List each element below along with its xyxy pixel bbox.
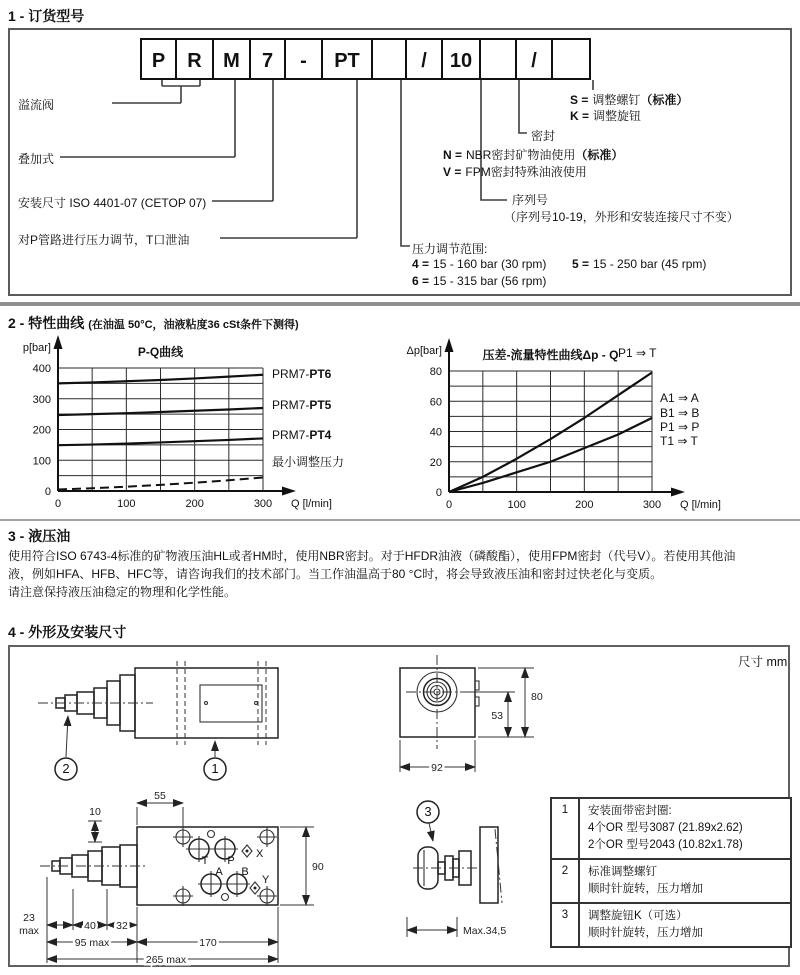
svg-text:100: 100 [507, 499, 526, 511]
svg-text:压差-流量特性曲线Δp - Q: 压差-流量特性曲线Δp - Q [482, 348, 619, 362]
table-row [552, 902, 790, 946]
serial-title: 序列号 [512, 193, 549, 207]
callout-3: 3 [424, 804, 432, 819]
svg-text:0: 0 [54, 498, 62, 510]
dim-max-34-5: Max.34,5 [463, 925, 507, 937]
callout-2: 2 [62, 761, 70, 776]
svg-text:300: 300 [253, 498, 273, 510]
valve-end-view [400, 655, 543, 774]
code-cell-11: / [515, 38, 553, 80]
code-cell-10 [479, 38, 517, 80]
legend-p1-p: P1 ⇒ P [660, 420, 700, 434]
label-valve-type: 溢流阀 [18, 98, 55, 112]
svg-text:60: 60 [429, 396, 442, 409]
section2-heading [8, 313, 299, 333]
curve-label-min-pressure: 最小调整压力 [272, 455, 345, 469]
section1-heading: 1 - 订货型号 [8, 8, 85, 24]
code-cell-4: 7 [249, 38, 286, 80]
range-option-6: 6 = 15 - 315 bar (56 rpm) [412, 274, 547, 288]
legend-b1-b: B1 ⇒ B [660, 406, 700, 420]
code-cell-9: 10 [441, 38, 481, 80]
svg-text:80: 80 [429, 366, 442, 378]
range-option-4: 4 = 15 - 160 bar (30 rpm) [412, 257, 547, 271]
ordering-code-cells [140, 38, 591, 80]
svg-text:40: 40 [429, 426, 442, 439]
legend-a1-a: A1 ⇒ A [660, 391, 699, 405]
table-row [552, 858, 790, 902]
label-modular: 叠加式 [18, 152, 55, 166]
svg-text:200: 200 [32, 424, 51, 437]
row-text: 安装面带密封圈: [588, 805, 672, 817]
port-label-b: B [241, 866, 249, 878]
port-label-y: Y [262, 874, 270, 886]
code-cell-3: M [212, 38, 251, 80]
dim-80: 80 [531, 691, 543, 703]
row-number: 1 [552, 799, 580, 858]
table-row [552, 799, 790, 858]
code-cell-5: - [284, 38, 323, 80]
row-number: 3 [552, 904, 580, 946]
svg-text:300: 300 [642, 499, 662, 511]
code-cell-8: / [405, 38, 443, 80]
svg-text:P-Q曲线: P-Q曲线 [137, 345, 184, 359]
callout-1: 1 [211, 761, 219, 776]
row-number: 2 [552, 860, 580, 902]
dim-23-max-suffix: max [19, 925, 39, 937]
dim-90: 90 [312, 861, 324, 873]
dim-23-max-value: 23 [23, 912, 35, 924]
serial-note: （序列号10-19，外形和安装连接尺寸不变） [504, 210, 739, 224]
code-cell-12 [551, 38, 591, 80]
section3-heading: 3 - 液压油 [8, 528, 71, 544]
parts-table [550, 797, 792, 948]
option-adjust-knob: K = 调整旋钮 [570, 109, 642, 123]
range-title: 压力调节范围: [412, 242, 488, 256]
code-cell-7 [371, 38, 407, 80]
dim-10: 10 [89, 806, 101, 818]
row-text: 顺时针旋转，压力增加 [588, 927, 703, 939]
row-text: 标准调整螺钉 [588, 866, 657, 878]
section2-title: 2 - 特性曲线 [8, 315, 85, 331]
dim-170: 170 [199, 937, 217, 949]
curve-label-pt5: PRM7-PT5 [272, 398, 332, 412]
dim-32: 32 [116, 920, 128, 932]
fluid-text-line1: 使用符合ISO 6743-4标准的矿物液压油HL或者HM时，使用NBR密封。对于HFDR油液（磷酸酯），使用FPM密封（代号V）。若使用其他油 [8, 549, 736, 563]
legend-t1-t: T1 ⇒ T [660, 434, 698, 448]
seal-title: 密封 [531, 129, 556, 143]
label-mounting-size: 安装尺寸 ISO 4401-07 (CETOP 07) [18, 196, 207, 210]
svg-text:0: 0 [435, 487, 442, 499]
range-option-5: 5 = 15 - 250 bar (45 rpm) [572, 257, 707, 271]
svg-text:100: 100 [32, 455, 51, 468]
svg-text:Q [l/min]: Q [l/min] [680, 499, 721, 511]
port-label-a: A [215, 866, 223, 878]
row-text: 顺时针旋转，压力增加 [588, 883, 703, 895]
seal-option-fpm: V = FPM密封特殊油液使用 [443, 165, 587, 179]
svg-text:200: 200 [575, 499, 594, 511]
dim-55: 55 [154, 790, 166, 802]
svg-text:Δp[bar]: Δp[bar] [406, 345, 442, 357]
dim-95-max: 95 max [74, 937, 110, 949]
dim-92: 92 [431, 762, 443, 774]
knob-view [407, 801, 506, 937]
section2-subtitle: (在油温 50°C，油液粘度36 cSt条件下测得) [88, 319, 299, 331]
valve-top-view [19, 790, 324, 966]
dim-40: 40 [84, 920, 96, 932]
svg-text:p[bar]: p[bar] [22, 342, 51, 354]
curve-label-pt4: PRM7-PT4 [272, 428, 332, 442]
fluid-text-line2: 液，例如HFA、HFB、HFC等，请咨询我们的技术部门。当工作油温高于80 °C时，将会导致液压油和密封过快老化与变质。 [8, 567, 663, 581]
section-divider-2 [0, 519, 800, 521]
curve-label-p1-t: P1 ⇒ T [618, 346, 657, 360]
svg-text:400: 400 [32, 363, 51, 375]
code-cell-2: R [175, 38, 214, 80]
unit-label: 尺寸 mm [738, 655, 788, 669]
port-label-x: X [256, 848, 264, 860]
section4-heading: 4 - 外形及安装尺寸 [8, 624, 127, 640]
valve-side-view [38, 661, 278, 780]
seal-option-nbr: N = NBR密封矿物油使用（标准） [443, 148, 624, 162]
pq-curve-chart [8, 335, 353, 515]
label-function: 对P管路进行压力调节，T口泄油 [18, 233, 190, 247]
option-adjust-screw: S = 调整螺钉（标准） [570, 93, 689, 107]
fluid-text-line3: 请注意保持液压油稳定的物理和化学性能。 [8, 585, 237, 599]
code-cell-6: PT [321, 38, 373, 80]
code-cell-1: P [140, 38, 177, 80]
nameplate [200, 685, 262, 722]
section-divider-1 [0, 302, 800, 306]
dim-265-max: 265 max [145, 954, 187, 966]
row-text: 4个OR 型号3087 (21.89x2.62) [588, 822, 743, 834]
row-text: 2个OR 型号2043 (10.82x1.78) [588, 839, 743, 851]
dim-53: 53 [491, 710, 503, 722]
port-label-p: P [227, 855, 235, 867]
svg-text:100: 100 [117, 498, 136, 510]
svg-text:Q [l/min]: Q [l/min] [291, 498, 332, 510]
svg-text:300: 300 [32, 393, 51, 406]
svg-text:0: 0 [445, 499, 453, 511]
svg-text:200: 200 [185, 498, 204, 510]
row-text: 调整旋钮K（可选） [588, 910, 688, 922]
curve-label-pt6: PRM7-PT6 [272, 367, 332, 381]
port-label-t: T [201, 855, 209, 867]
svg-text:20: 20 [429, 456, 442, 469]
svg-text:0: 0 [44, 486, 51, 498]
